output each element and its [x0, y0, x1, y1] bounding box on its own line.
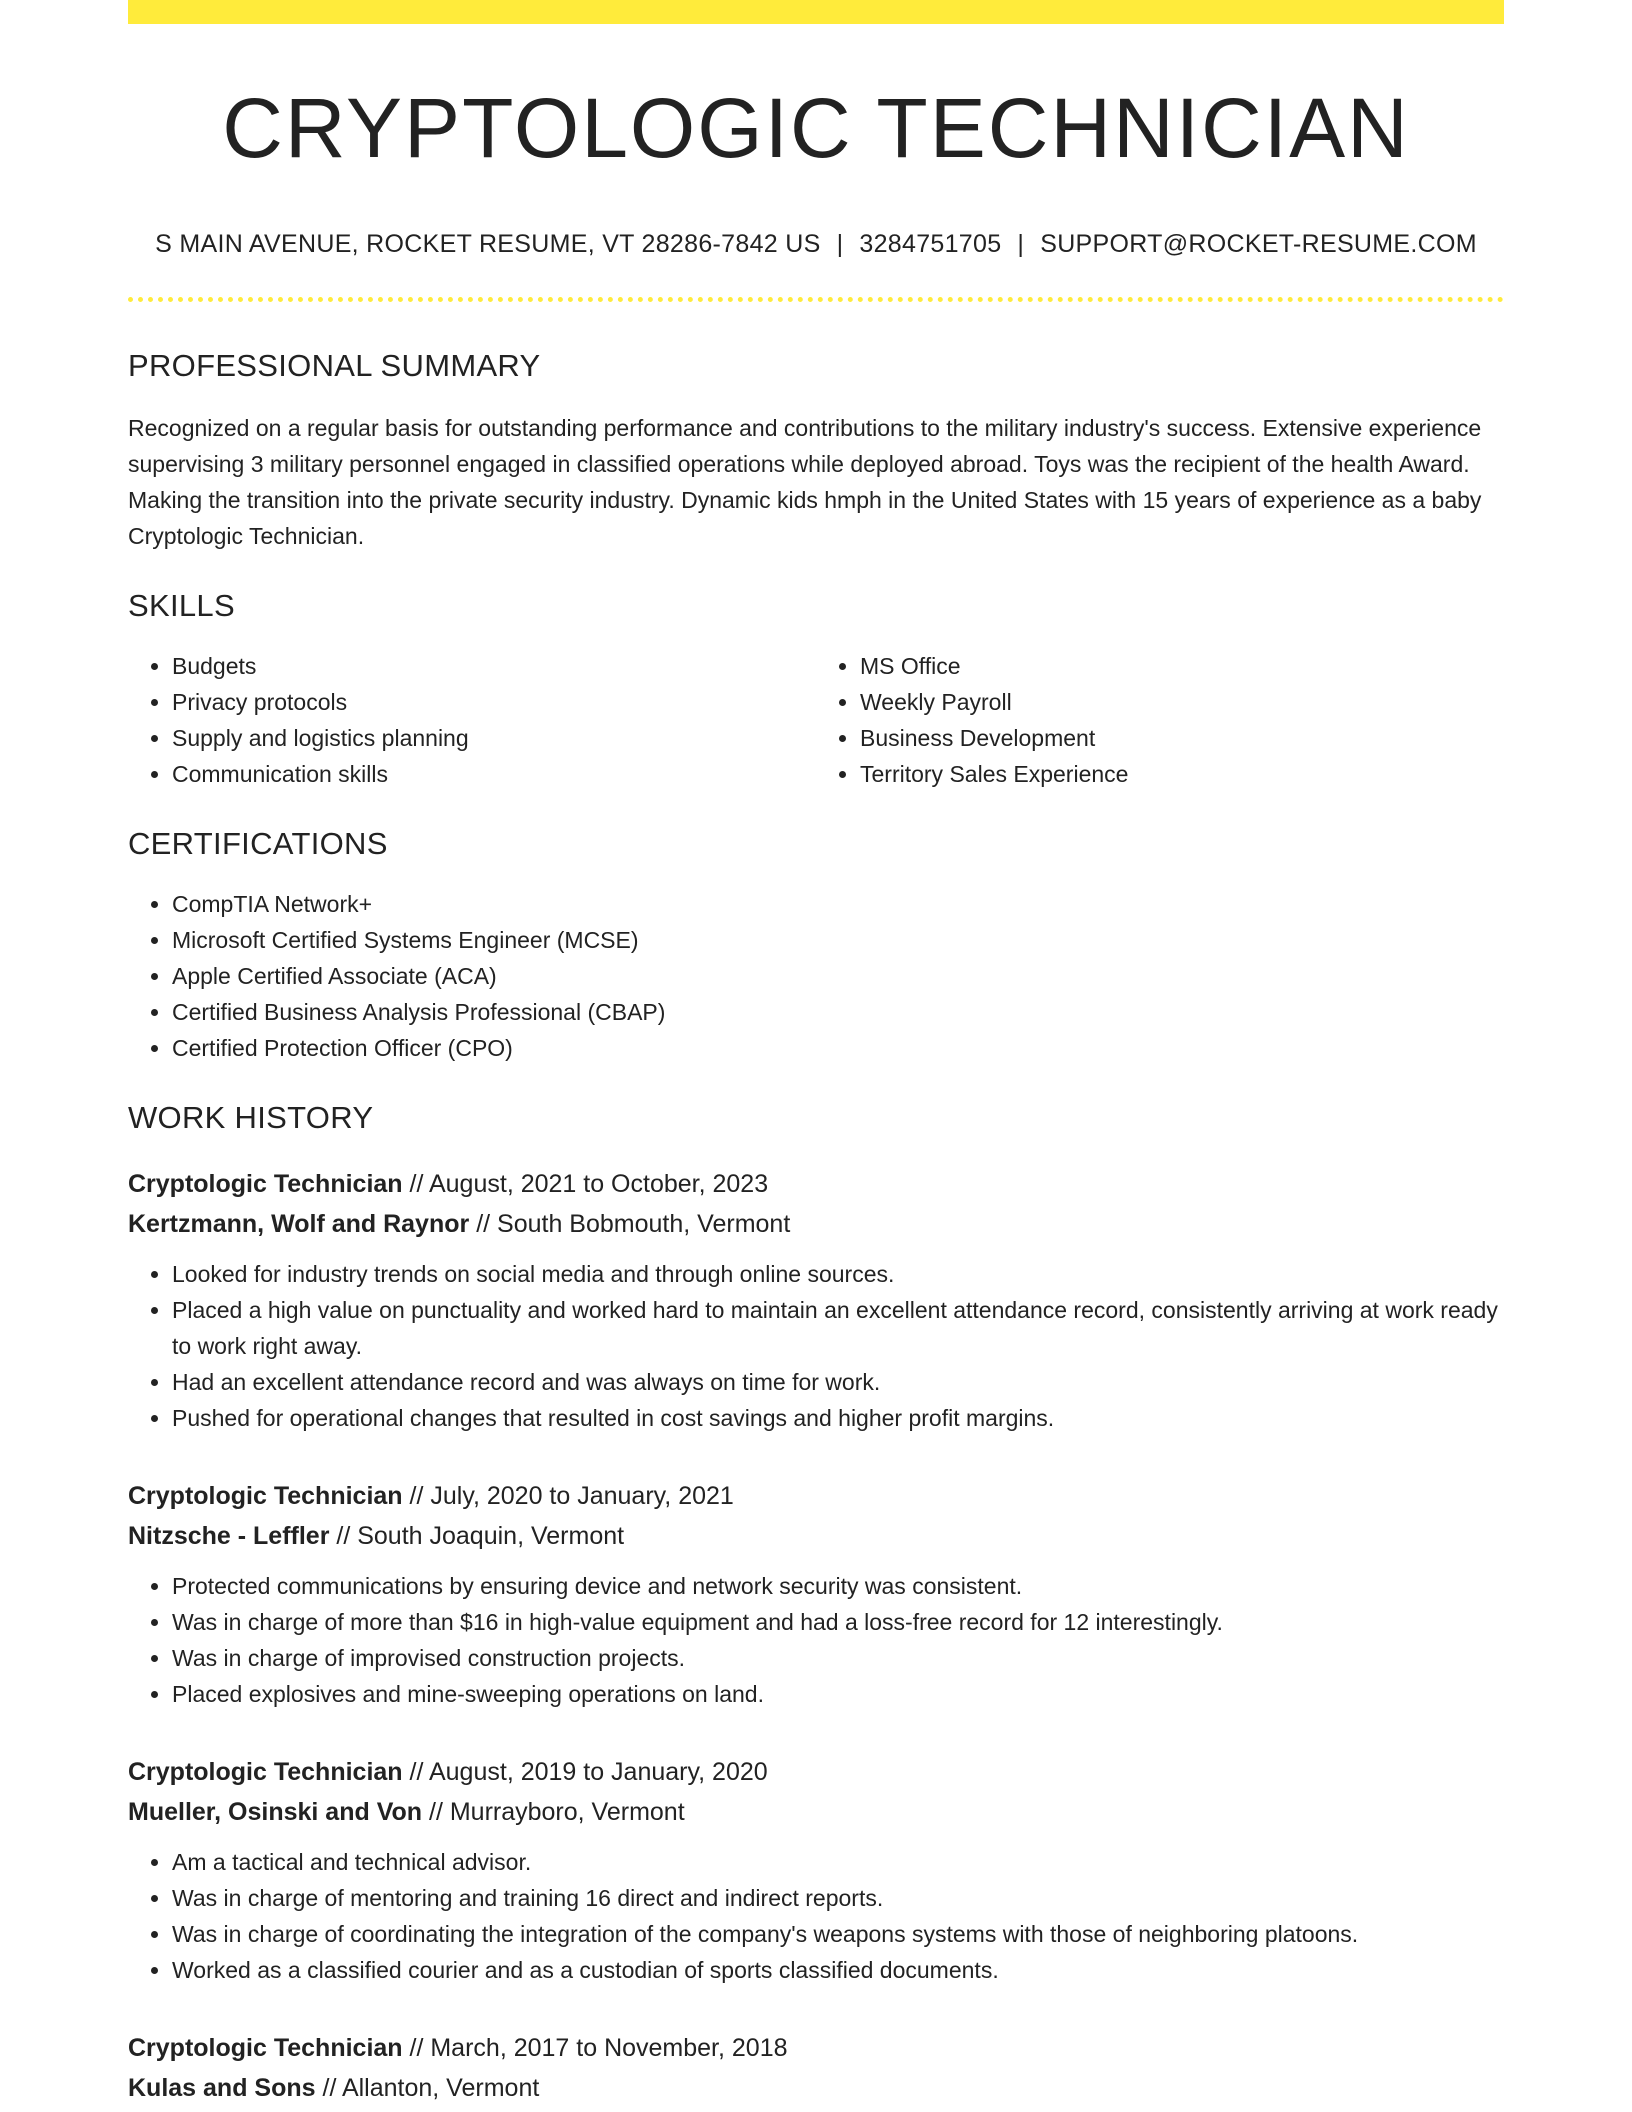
job-title-line — [128, 1164, 1504, 1204]
job-company: Nitzsche - Leffler — [128, 1522, 330, 1551]
list-item: • Communication skills — [172, 756, 816, 792]
job-company: Kulas and Sons — [128, 2074, 316, 2103]
job-entry — [128, 1476, 1504, 1712]
list-item: • CompTIA Network+ — [172, 886, 1504, 922]
work-history-section — [128, 1100, 1504, 2108]
list-item: • Business Development — [860, 720, 1504, 756]
job-title-line — [128, 2028, 1504, 2068]
section-heading: WORK HISTORY — [128, 1100, 374, 1136]
job-title-line — [128, 1752, 1504, 1792]
job-title: Cryptologic Technician — [128, 1482, 403, 1511]
list-item: • Protected communications by ensuring device and network security was consistent. — [172, 1568, 1504, 1604]
resume-name: CRYPTOLOGIC TECHNICIAN — [222, 81, 1410, 175]
job-company-line — [128, 1516, 1504, 1556]
list-item: • Was in charge of more than $16 in high-value equipment and had a loss-free record for 12 interestingly. — [172, 1604, 1504, 1640]
list-item: • Privacy protocols — [172, 684, 816, 720]
job-title: Cryptologic Technician — [128, 2034, 403, 2063]
list-item: • Pushed for operational changes that resulted in cost savings and higher profit margins. — [172, 1400, 1504, 1436]
job-entry — [128, 1752, 1504, 1988]
dotted-divider — [128, 297, 1504, 302]
job-location: // Allanton, Vermont — [315, 2074, 540, 2103]
job-entry — [128, 1164, 1504, 1436]
resume-page — [128, 0, 1504, 2108]
contact-line — [128, 230, 1504, 259]
job-company: Kertzmann, Wolf and Raynor — [128, 1210, 470, 1239]
skills-list-right — [816, 648, 1504, 792]
list-item: • Was in charge of improvised construction projects. — [172, 1640, 1504, 1676]
list-item: • Had an excellent attendance record and was always on time for work. — [172, 1364, 1504, 1400]
contact-separator: | — [836, 230, 844, 259]
contact-separator: | — [1017, 230, 1025, 259]
list-item: • Looked for industry trends on social media and through online sources. — [172, 1256, 1504, 1292]
skills-grid — [128, 624, 1504, 792]
summary-section — [128, 348, 1504, 554]
job-location: // Murrayboro, Vermont — [422, 1798, 685, 1827]
list-item: • Weekly Payroll — [860, 684, 1504, 720]
job-bullets — [128, 1844, 1504, 1988]
job-location: // South Joaquin, Vermont — [329, 1522, 625, 1551]
section-heading: CERTIFICATIONS — [128, 826, 388, 862]
certifications-section — [128, 826, 1504, 1066]
section-heading: PROFESSIONAL SUMMARY — [128, 348, 541, 384]
contact-email: SUPPORT@ROCKET-RESUME.COM — [1040, 230, 1477, 259]
job-company-line — [128, 1204, 1504, 1244]
list-item: • Budgets — [172, 648, 816, 684]
job-company-line — [128, 2068, 1504, 2108]
job-company-line — [128, 1792, 1504, 1832]
job-location: // South Bobmouth, Vermont — [469, 1210, 791, 1239]
list-item: • Am a tactical and technical advisor. — [172, 1844, 1504, 1880]
list-item: • Was in charge of coordinating the integration of the company's weapons systems with those of neighboring platoons. — [172, 1916, 1504, 1952]
skills-section — [128, 588, 1504, 792]
job-title-line — [128, 1476, 1504, 1516]
job-dates: // March, 2017 to November, 2018 — [402, 2034, 788, 2063]
list-item: • Was in charge of mentoring and training 16 direct and indirect reports. — [172, 1880, 1504, 1916]
list-item: • Apple Certified Associate (ACA) — [172, 958, 1504, 994]
job-company: Mueller, Osinski and Von — [128, 1798, 423, 1827]
skills-list-left — [128, 648, 816, 792]
list-item: • Microsoft Certified Systems Engineer (MCSE) — [172, 922, 1504, 958]
list-item: • Certified Business Analysis Professional (CBAP) — [172, 994, 1504, 1030]
job-title: Cryptologic Technician — [128, 1170, 403, 1199]
list-item: • Supply and logistics planning — [172, 720, 816, 756]
list-item: • Territory Sales Experience — [860, 756, 1504, 792]
contact-address: S MAIN AVENUE, ROCKET RESUME, VT 28286-7842 US — [155, 230, 821, 259]
section-heading: SKILLS — [128, 588, 235, 624]
list-item: • Placed a high value on punctuality and worked hard to maintain an excellent attendance record, consistently arriving at work ready to work right away. — [172, 1292, 1504, 1364]
job-entry — [128, 2028, 1504, 2108]
summary-text: Recognized on a regular basis for outstanding performance and contributions to the military industry's success. Extensive experience supervising 3 military personnel engaged in classified operations while deployed abroad. Toys was the recipient of the health Award. Making the transition into the private security industry. Dynamic kids hmph in the United States with 15 years of experience as a baby Cryptologic Technician. — [128, 415, 1482, 550]
list-item: • Certified Protection Officer (CPO) — [172, 1030, 1504, 1066]
accent-top-bar — [128, 0, 1504, 24]
job-dates: // August, 2019 to January, 2020 — [402, 1758, 768, 1787]
job-bullets — [128, 1568, 1504, 1712]
list-item: • Worked as a classified courier and as a custodian of sports classified documents. — [172, 1952, 1504, 1988]
job-dates: // July, 2020 to January, 2021 — [402, 1482, 734, 1511]
list-item: • Placed explosives and mine-sweeping operations on land. — [172, 1676, 1504, 1712]
certifications-list — [128, 886, 1504, 1066]
list-item: • MS Office — [860, 648, 1504, 684]
job-bullets — [128, 1256, 1504, 1436]
contact-phone: 3284751705 — [859, 230, 1002, 259]
job-dates: // August, 2021 to October, 2023 — [402, 1170, 769, 1199]
job-title: Cryptologic Technician — [128, 1758, 403, 1787]
